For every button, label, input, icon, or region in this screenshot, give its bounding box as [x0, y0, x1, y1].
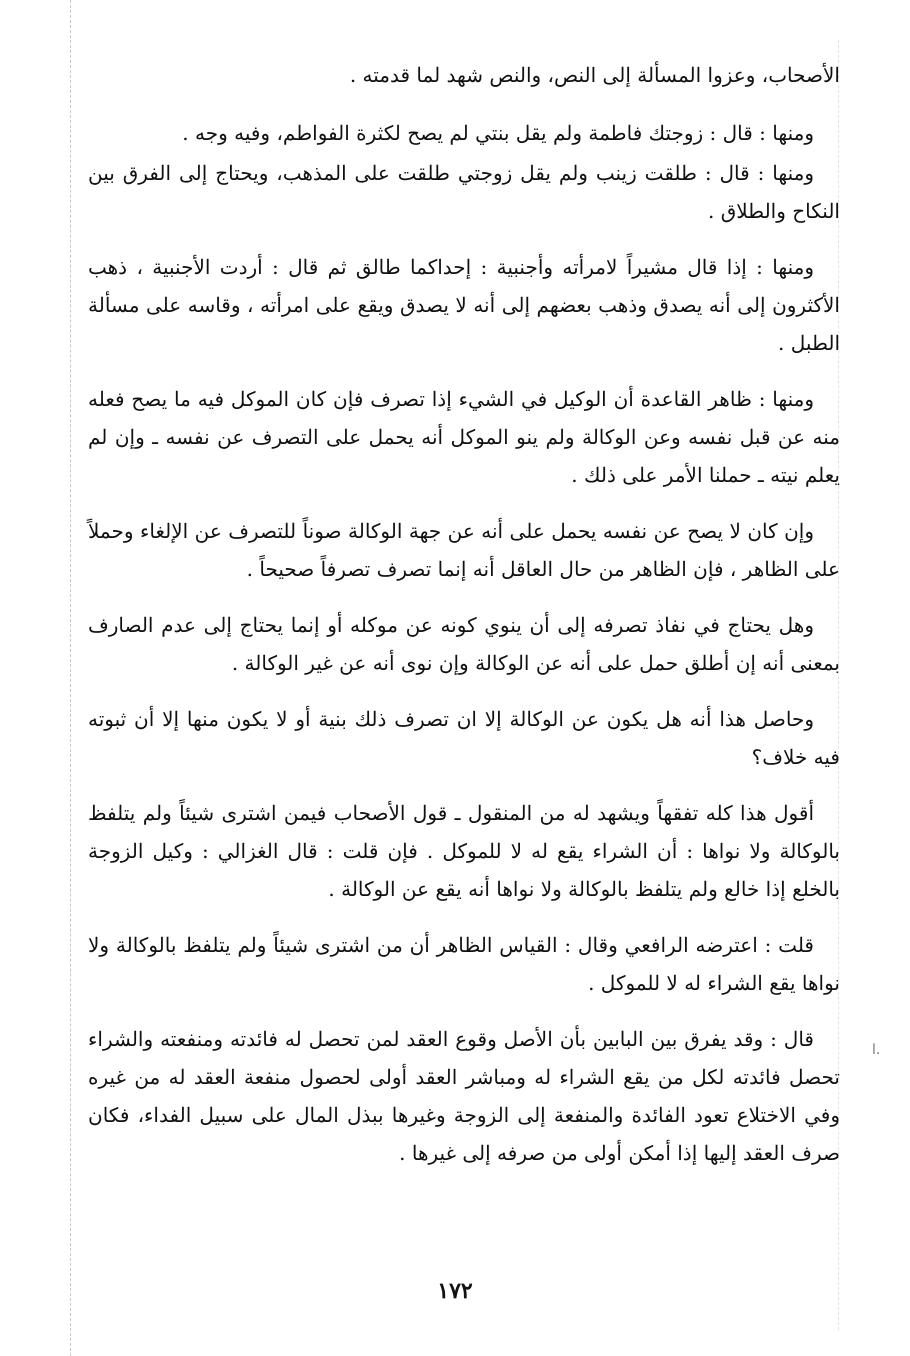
- paragraph-10: قلت : اعترضه الرافعي وقال : القياس الظاهر أن من اشترى شيئاً ولم يتلفظ بالوكالة ولا نواها يقع الشراء له لا للموكل .: [88, 933, 840, 995]
- paragraph-6: وإن كان لا يصح عن نفسه يحمل على أنه عن جهة الوكالة صوناً للتصرف عن الإلغاء وحملاً على الظاهر ، فإن الظاهر من حال العاقل أنه إنما تصرف تصرفاً صحيحاً .: [88, 519, 840, 581]
- page-number: ١٧٢: [437, 1278, 473, 1304]
- paragraph-5: ومنها : ظاهر القاعدة أن الوكيل في الشيء إذا تصرف فإن كان الموكل فيه ما يصح فعله منه عن قبل نفسه وعن الوكالة ولم ينو الموكل أنه يحمل على التصرف عن نفسه ـ وإن لم يعلم نيته ـ حملنا الأمر على ذلك .: [88, 387, 840, 487]
- scan-margin-mark: ا.: [872, 1042, 881, 1058]
- paragraph-3: ومنها : قال : طلقت زينب ولم يقل زوجتي طلقت على المذهب، ويحتاج إلى الفرق بين النكاح والطلاق .: [88, 161, 840, 223]
- paragraph-8: وحاصل هذا أنه هل يكون عن الوكالة إلا ان تصرف ذلك بنية أو لا يكون منها إلا أن ثبوته فيه خلاف؟: [88, 707, 840, 769]
- paragraph-2: ومنها : قال : زوجتك فاطمة ولم يقل بنتي لم يصح لكثرة الفواطم، وفيه وجه .: [182, 121, 814, 145]
- paragraph-7: وهل يحتاج في نفاذ تصرفه إلى أن ينوي كونه عن موكله أو إنما يحتاج إلى عدم الصارف بمعنى أنه إن أطلق حمل على أنه عن الوكالة وإن نوى أنه عن غير الوكالة .: [88, 613, 840, 675]
- scan-edge-line-left: [70, 0, 71, 1356]
- paragraph-4: ومنها : إذا قال مشيراً لامرأته وأجنبية : إحداكما طالق ثم قال : أردت الأجنبية ، ذهب الأكثرون إلى أنه يصدق وذهب بعضهم إلى أنه لا يصدق ويقع على امرأته ، وقاسه على مسألة الطبل .: [88, 255, 840, 355]
- page-body: [88, 56, 840, 1190]
- paragraph-1: الأصحاب، وعزوا المسألة إلى النص، والنص شهد لما قدمته .: [349, 63, 840, 87]
- paragraph-9: أقول هذا كله تفقهاً ويشهد له من المنقول ـ قول الأصحاب فيمن اشترى شيئاً ولم يتلفظ بالوكالة ولا نواها : أن الشراء يقع له لا للموكل . فإن قلت : قال الغزالي : وكيل الزوجة بالخلع إذا خالع ولم يتلفظ بالوكالة ولا نواها أنه يقع عن الوكالة .: [88, 801, 840, 901]
- paragraph-11: قال : وقد يفرق بين البابين بأن الأصل وقوع العقد لمن تحصل له فائدته ومنفعته والشراء تحصل فائدته لكل من يقع الشراء له ومباشر العقد أولى لحصول منفعة العقد له من غيره وفي الاختلاع تعود الفائدة والمنفعة إلى الزوجة وغيرها ببذل المال على سبيل الفداء، فكان صرف العقد إليها إذا أمكن أولى من صرفه إلى غيرها .: [88, 1027, 841, 1165]
